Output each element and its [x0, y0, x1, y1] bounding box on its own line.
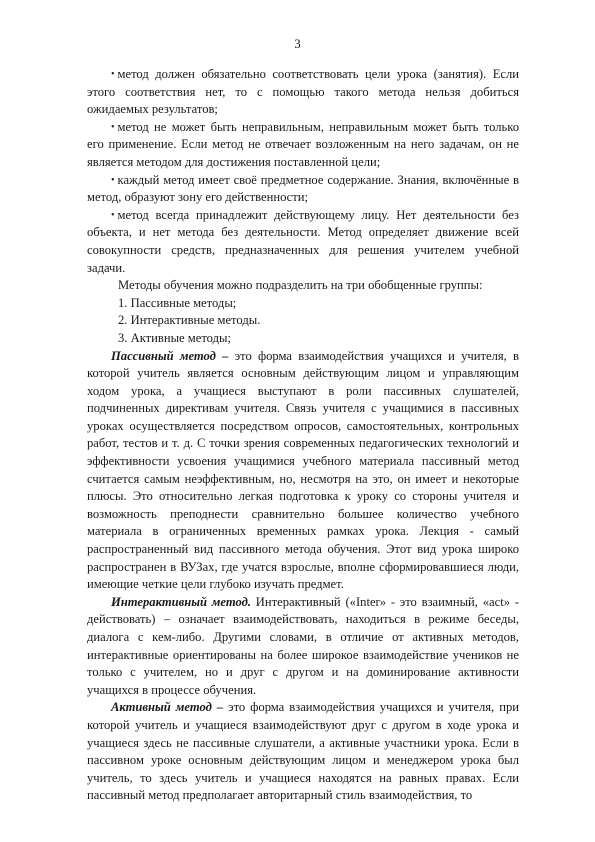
bullet-item	[87, 119, 519, 172]
group-item: 2. Интерактивные методы.	[118, 313, 261, 328]
passive-method-term: Пассивный метод –	[111, 348, 229, 363]
bullet-item	[87, 66, 519, 119]
group-item: 1. Пассивные методы;	[118, 295, 237, 310]
groups-intro: Методы обучения можно подразделить на три обобщенные группы:	[118, 278, 483, 293]
active-method-term: Активный метод –	[111, 700, 224, 715]
body-text	[87, 66, 519, 805]
group-item: 3. Активные методы;	[118, 330, 231, 345]
bullet-text: каждый метод имеет своё предметное содержание. Знания, включённые в метод, образуют зону его действенности;	[87, 172, 519, 205]
bullet-icon: •	[111, 69, 115, 80]
interactive-method-text: Интерактивный («Inter» - это взаимный, «act» - действовать) – означает взаимодействовать, находиться в режиме беседы, диалога с кем-либо. Другими словами, в отличие от активных методов, интерактивные ориентированы на более широкое взаимодействие учеников не только с учителем, но и друг с другом и на доминирование активности учащихся в процессе обучения.	[87, 594, 519, 697]
bullet-text: метод должен обязательно соответствовать цели урока (занятия). Если этого соответствия нет, то с помощью такого метода нельзя добиться ожидаемых результатов;	[87, 67, 519, 117]
active-method-text: это форма взаимодействия учащихся и учителя, при которой учитель и учащиеся взаимодействуют друг с другом в ходе урока и учащиеся здесь не пассивные слушатели, а активные участники урока. Если в пассивном уроке основным действующим лицом и менеджером урока был учитель, то здесь учитель и учащиеся находятся на равных правах. Если пассивный метод предполагает авторитарный стиль взаимодействия, то	[87, 700, 519, 803]
page-number: 3	[294, 37, 301, 51]
bullet-icon: •	[111, 209, 115, 221]
passive-method-paragraph	[87, 348, 519, 594]
interactive-method-term: Интерактивный метод.	[111, 594, 251, 609]
bullet-item	[87, 207, 519, 277]
interactive-method-paragraph	[87, 594, 519, 700]
passive-method-text: это форма взаимодействия учащихся и учителя, в которой учитель является основным действующим лицом и управляющим ходом урока, а учащиеся выступают в роли пассивных слушателей, подчиненных директивам учителя. Связь учителя с учащимися в пассивных уроках осуществляется посредством опросов, самостоятельных, контрольных работ, тестов и т. д. С точки зрения современных педагогических технологий и эффективности усвоения учащимися учебного материала пассивный метод считается самым неэффективным, но, несмотря на это, он имеет и некоторые плюсы. Это относительно легкая подготовка к уроку со стороны учителя и возможность преподнести сравнительно большее количество учебного материала в ограниченных временных рамках урока. Лекция - самый распространенный вид пассивного метода обучения. Этот вид урока широко распространен в ВУЗах, где учатся взрослые, вполне сформировавшиеся люди, имеющие четкие цели глубоко изучать предмет.	[87, 348, 519, 592]
active-method-paragraph	[87, 699, 519, 805]
bullet-item	[87, 172, 519, 207]
bullet-icon: •	[111, 121, 115, 133]
bullet-text: метод всегда принадлежит действующему лицу. Нет деятельности без объекта, и нет метода без деятельности. Метод определяет движение всей совокупности средств, предназначенных для решения учителем учебной задачи.	[87, 207, 519, 275]
bullet-icon: •	[111, 174, 115, 186]
bullet-text: метод не может быть неправильным, неправильным может быть только его применение. Если метод не отвечает возложенным на него задачам, он не является методом для достижения поставленной цели;	[87, 119, 519, 169]
